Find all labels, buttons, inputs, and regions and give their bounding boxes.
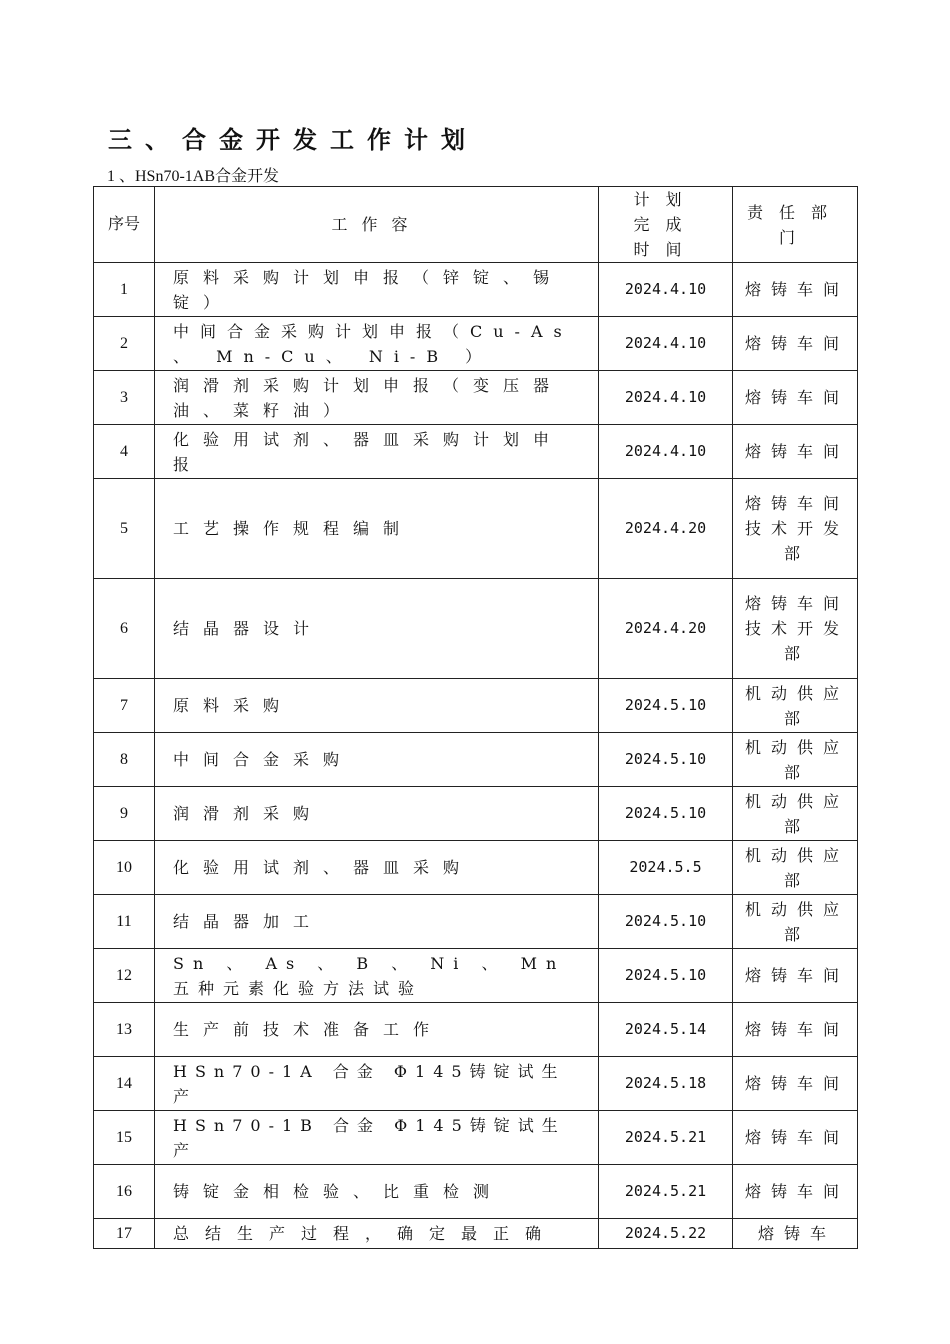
row-no: 14: [94, 1057, 155, 1111]
row-task: 化验用试剂、器皿采购: [155, 841, 599, 895]
row-dept: 熔铸车: [733, 1219, 858, 1249]
row-date: 2024.5.10: [599, 949, 733, 1003]
row-task: 润滑剂采购计划申报（变压器油、菜籽油）: [155, 371, 599, 425]
table-row: [94, 371, 858, 425]
row-no: 3: [94, 371, 155, 425]
row-no: 9: [94, 787, 155, 841]
row-date: 2024.5.14: [599, 1003, 733, 1057]
table-row: [94, 425, 858, 479]
row-no: 8: [94, 733, 155, 787]
row-date: 2024.5.18: [599, 1057, 733, 1111]
row-date: 2024.5.10: [599, 733, 733, 787]
row-dept: 熔铸车间: [733, 949, 858, 1003]
table-row: [94, 1219, 858, 1249]
row-task: 化验用试剂、器皿采购计划申报: [155, 425, 599, 479]
row-dept: 机动供应部: [733, 895, 858, 949]
row-no: 16: [94, 1165, 155, 1219]
row-date: 2024.5.10: [599, 895, 733, 949]
row-date: 2024.5.10: [599, 679, 733, 733]
row-task: Sn 、 As 、 B 、 Ni 、 Mn 五种元素化验方法试验: [155, 949, 599, 1003]
row-date: 2024.4.10: [599, 371, 733, 425]
row-date: 2024.4.10: [599, 317, 733, 371]
row-no: 12: [94, 949, 155, 1003]
table-row: [94, 317, 858, 371]
row-task: 铸锭金相检验、比重检测: [155, 1165, 599, 1219]
table-row: [94, 479, 858, 579]
row-no: 2: [94, 317, 155, 371]
plan-table: [93, 186, 858, 1249]
row-date: 2024.5.5: [599, 841, 733, 895]
row-no: 10: [94, 841, 155, 895]
row-no: 13: [94, 1003, 155, 1057]
table-header-row: [94, 187, 858, 263]
table-row: [94, 1111, 858, 1165]
row-date: 2024.5.21: [599, 1111, 733, 1165]
header-dept: 责任部门: [733, 187, 858, 263]
header-no: 序号: [94, 187, 155, 263]
row-task: HSn70-1B 合金 Φ145铸锭试生产: [155, 1111, 599, 1165]
row-task: 润滑剂采购: [155, 787, 599, 841]
row-dept: 熔铸车间: [733, 1111, 858, 1165]
row-date: 2024.4.10: [599, 263, 733, 317]
row-task: 生产前技术准备工作: [155, 1003, 599, 1057]
row-date: 2024.4.20: [599, 479, 733, 579]
row-date: 2024.5.21: [599, 1165, 733, 1219]
row-dept: 机动供应部: [733, 841, 858, 895]
row-no: 11: [94, 895, 155, 949]
row-task: HSn70-1A 合金 Φ145铸锭试生产: [155, 1057, 599, 1111]
row-dept: 熔铸车间: [733, 425, 858, 479]
header-date: 计划完成时间: [599, 187, 733, 263]
row-no: 7: [94, 679, 155, 733]
table-row: [94, 787, 858, 841]
row-no: 4: [94, 425, 155, 479]
table-row: [94, 1165, 858, 1219]
row-date: 2024.5.22: [599, 1219, 733, 1249]
table-row: [94, 1057, 858, 1111]
row-dept: 熔铸车间: [733, 263, 858, 317]
row-task: 原料采购计划申报（锌锭、锡锭）: [155, 263, 599, 317]
table-row: [94, 1003, 858, 1057]
section-subtitle: 1 、HSn70-1AB合金开发: [107, 168, 280, 185]
row-dept: 熔铸车间: [733, 317, 858, 371]
page-title: 三、合金开发工作计划: [108, 126, 478, 154]
row-dept: 机动供应部: [733, 679, 858, 733]
row-task: 总结生产过程，确定最正确: [155, 1219, 599, 1249]
row-dept: 熔铸车间 技术开发部: [733, 579, 858, 679]
table-row: [94, 679, 858, 733]
row-no: 1: [94, 263, 155, 317]
row-task: 结晶器加工: [155, 895, 599, 949]
row-dept: 机动供应部: [733, 787, 858, 841]
table-row: [94, 263, 858, 317]
row-date: 2024.5.10: [599, 787, 733, 841]
header-task: 工作容: [155, 187, 599, 263]
row-dept: 熔铸车间: [733, 1057, 858, 1111]
row-date: 2024.4.20: [599, 579, 733, 679]
row-task: 工艺操作规程编制: [155, 479, 599, 579]
row-no: 15: [94, 1111, 155, 1165]
table-row: [94, 949, 858, 1003]
row-task: 结晶器设计: [155, 579, 599, 679]
row-no: 6: [94, 579, 155, 679]
row-date: 2024.4.10: [599, 425, 733, 479]
row-dept: 熔铸车间 技术开发部: [733, 479, 858, 579]
row-dept: 机动供应部: [733, 733, 858, 787]
row-dept: 熔铸车间: [733, 1165, 858, 1219]
table-row: [94, 895, 858, 949]
table-row: [94, 733, 858, 787]
row-dept: 熔铸车间: [733, 371, 858, 425]
row-task: 原料采购: [155, 679, 599, 733]
row-task: 中间合金采购计划申报（Cu-As 、 Mn-Cu、 Ni-B ）: [155, 317, 599, 371]
row-no: 5: [94, 479, 155, 579]
row-no: 17: [94, 1219, 155, 1249]
table-row: [94, 579, 858, 679]
table-row: [94, 841, 858, 895]
row-dept: 熔铸车间: [733, 1003, 858, 1057]
row-task: 中间合金采购: [155, 733, 599, 787]
